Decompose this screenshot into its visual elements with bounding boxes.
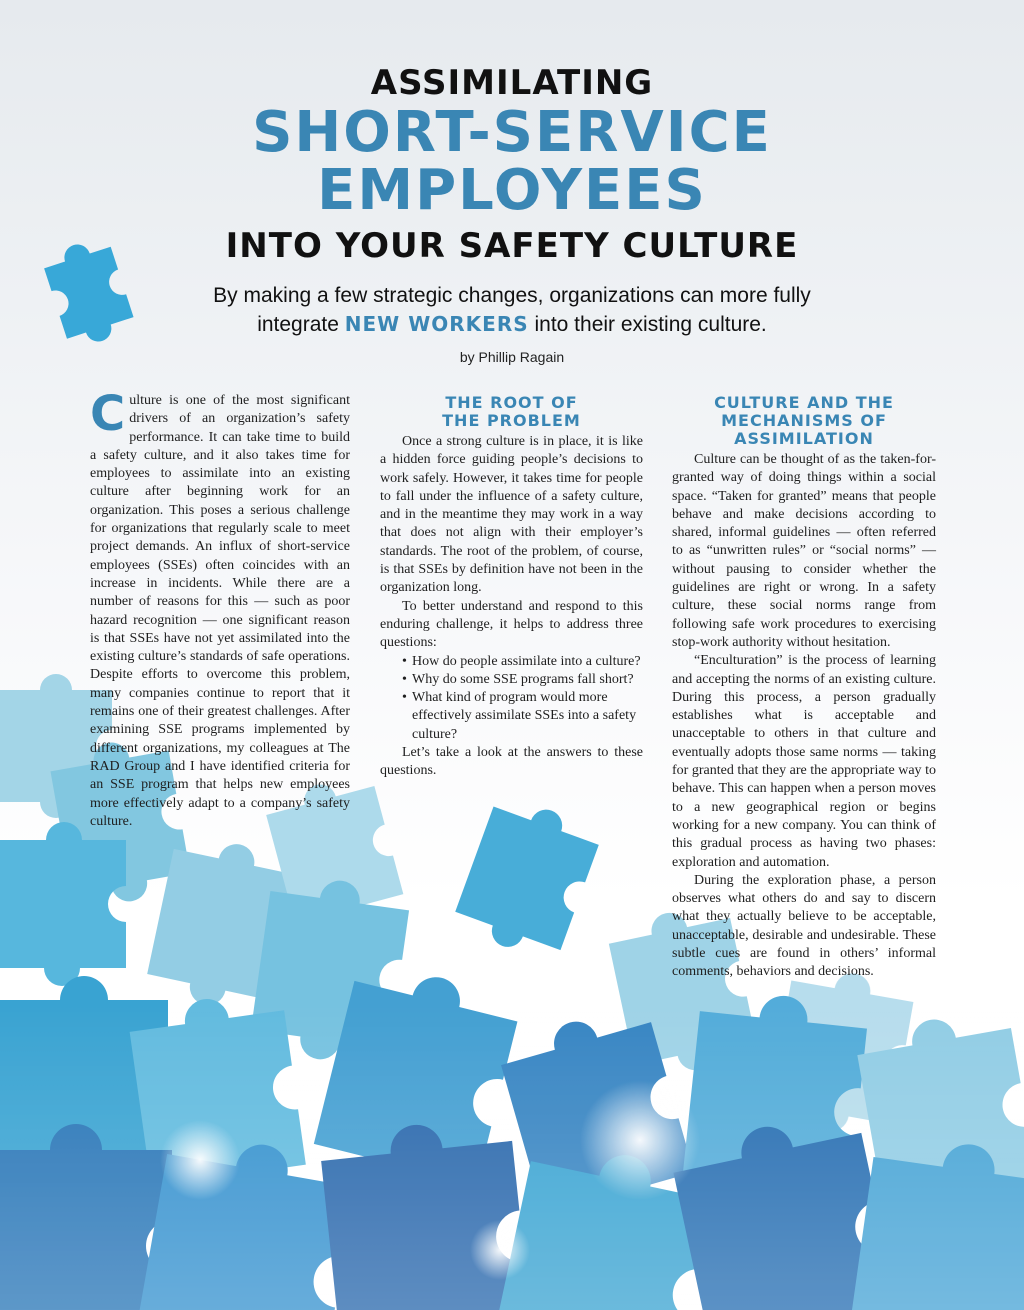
list-item: • How do people assimilate into a culture? — [402, 653, 643, 671]
title-kicker: ASSIMILATING — [370, 63, 654, 103]
section-heading-culture-line3: ASSIMILATION — [734, 429, 874, 448]
article-dek — [0, 282, 1024, 339]
column-1 — [90, 386, 350, 831]
column-2 — [380, 394, 643, 781]
section-heading-culture-line1: CULTURE AND THE — [714, 393, 894, 412]
paragraph: Let’s take a look at the answers to these questions. — [380, 745, 643, 779]
section-heading-root-line1: THE ROOT OF — [445, 393, 578, 412]
column-3 — [672, 394, 936, 982]
paragraph: “Enculturation” is the process of learning and accepting the norms of an existing culture. During this process, a person gradually establishes what is acceptable and unacceptable to others in that culture and eventually adopts those same norms — taking for granted that they are the appropriate way to behave. This can happen when a person moves to a new geographical region or begins working for a new company. You can think of this gradual process as having two phases: exploration and automation. — [672, 653, 936, 870]
article-header — [0, 62, 1024, 365]
paragraph: During the exploration phase, a person observes what others do and say to discern what they actually believe to be acceptable, unacceptable, desirable and undesirable. These subtle cues are found in others’ informal comments, behaviors and decisions. — [672, 872, 936, 980]
dek-highlight: NEW WORKERS — [344, 312, 529, 336]
dek-part-3: into their existing culture. — [534, 313, 767, 336]
section-heading-root — [380, 394, 643, 430]
section-heading-root-line2: THE PROBLEM — [442, 411, 581, 430]
list-item: • Why do some SSE programs fall short? — [402, 671, 643, 689]
byline: by Phillip Ragain — [459, 349, 565, 365]
section-heading-culture-line2: MECHANISMS OF — [721, 411, 887, 430]
drop-cap: C — [90, 386, 126, 442]
intro-paragraph — [90, 386, 350, 831]
paragraph: Culture can be thought of as the taken-for-granted way of doing things within a social space. “Taken for granted” means that people behave and make decisions according to shared, informal guidelines — often referred to as “unwritten rules” or “social norms” — without pausing to consider whether the guidelines are right or wrong. In a safety culture, these social norms range from following safe work procedures to exercising stop-work authority without hesitation. — [672, 452, 936, 650]
paragraph: To better understand and respond to this enduring challenge, it helps to address three questions: — [380, 598, 643, 651]
intro-text: ulture is one of the most significant drivers of an organization’s safety performance. It can take time to build a safety culture, and it also takes time for employees to assimilate into an existing culture after beginning work for an organization. This poses a serious challenge for organizations that regularly scale to meet project demands. An influx of short-service employees (SSEs) often coincides with an increase in incidents. While there are a number of reasons for this — such as poor hazard recognition — one significant reason is that SSEs have not yet assimilated into the existing culture’s standards of safe operations. Despite efforts to overcome this problem, many companies continue to report that it remains one of their greatest challenges. After examining SSE programs implemented by different organizations, my colleagues at The RAD Group and I have identified criteria for an SSE program that helps new employees more effectively adapt to a company’s safety culture. — [90, 393, 350, 829]
section-heading-culture — [672, 394, 936, 448]
list-item: • What kind of program would more effectively assimilate SSEs into a safety culture? — [402, 689, 643, 744]
title-line-2: EMPLOYEES — [317, 158, 707, 223]
title-line-3: INTO YOUR SAFETY CULTURE — [225, 226, 799, 266]
question-list — [380, 653, 643, 744]
dek-part-1: By making a few strategic changes, organizations can more fully — [213, 284, 811, 307]
title-line-1: SHORT-SERVICE — [252, 100, 772, 165]
dek-part-2: integrate — [257, 313, 339, 336]
paragraph: Once a strong culture is in place, it is like a hidden force guiding people’s decisions to work safely. However, it takes time for people to fall under the influence of a safety culture, and in the meantime they may work in a way that does not align with their employer’s standards. The root of the problem, of course, is that SSEs by definition have not been in the organization long. — [380, 434, 643, 596]
